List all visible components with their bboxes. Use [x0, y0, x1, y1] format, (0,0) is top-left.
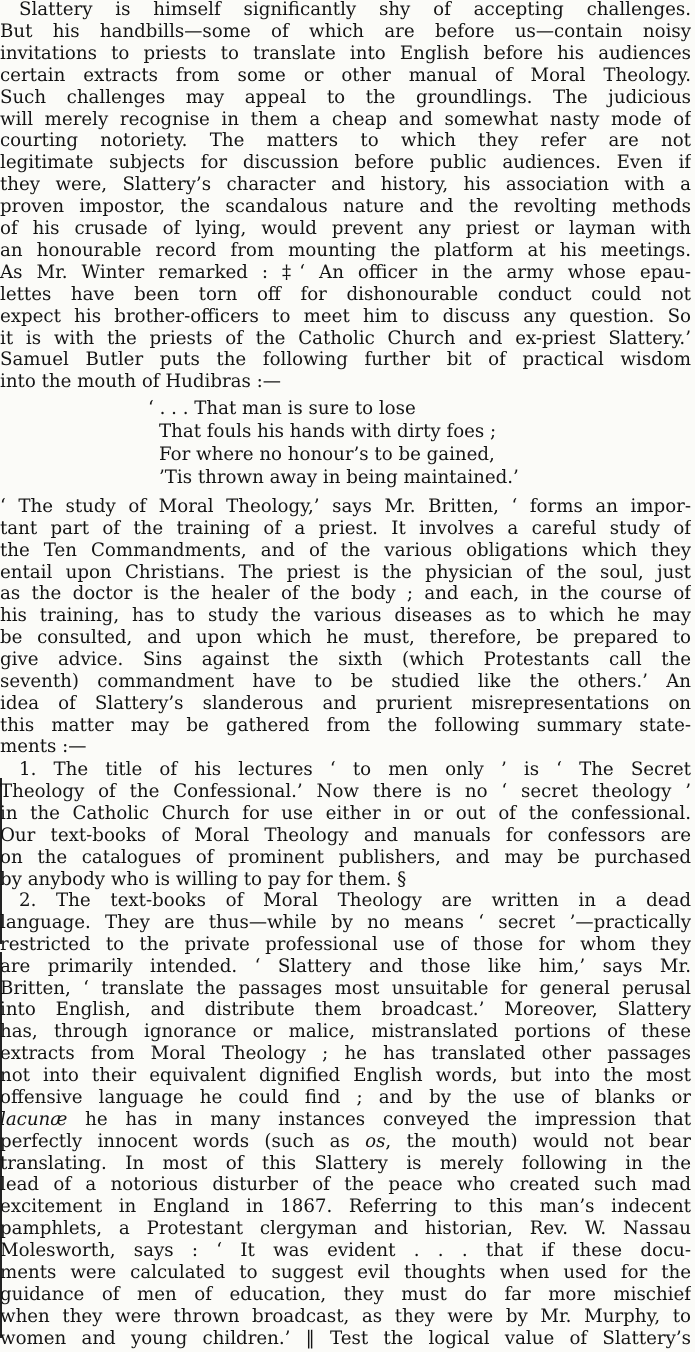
- paragraph-line: entail upon Christians. The priest is the physician of the soul, just: [0, 561, 691, 583]
- paragraph-line: into the mouth of Hudibras :—: [0, 371, 281, 393]
- paragraph-line: they were, Slattery’s character and history, his association with a: [0, 174, 691, 196]
- paragraph-line: this matter may be gathered from the following summary state-: [0, 714, 691, 736]
- list-item-line: lacunæ he has in many instances conveyed the impression that: [0, 1108, 691, 1130]
- list-item-line: excitement in England in 1867. Referring to this man’s indecent: [0, 1196, 691, 1218]
- paragraph-line: Samuel Butler puts the following further bit of practical wisdom: [0, 349, 691, 371]
- list-item-line: ments were calculated to suggest evil thoughts when used for the: [0, 1261, 691, 1283]
- paragraph-line: be consulted, and upon which he must, therefore, be prepared to: [0, 627, 691, 649]
- list-item-line: when they were thrown broadcast, as they were by Mr. Murphy, to: [0, 1305, 691, 1327]
- list-item-line: in the Catholic Church for use either in or out of the confessional.: [0, 802, 691, 824]
- list-item-line: Our text-books of Moral Theology and manuals for confessors are: [0, 824, 691, 846]
- paragraph-line: courting notoriety. The matters to which they refer are not: [0, 130, 691, 152]
- list-item-line: perfectly innocent words (such as os, the mouth) would not bear: [0, 1130, 691, 1152]
- list-item-line: offensive language he could find ; and by the use of blanks or: [0, 1086, 691, 1108]
- paragraph-line: an honourable record from mounting the platform at his meetings.: [0, 239, 691, 261]
- paragraph-line: invitations to priests to translate into English before his audiences: [0, 42, 691, 64]
- poem-line: ’Tis thrown away in being maintained.’: [159, 467, 519, 488]
- paragraph-line: Slattery is himself significantly shy of accepting challenges.: [19, 0, 691, 20]
- list-item-line: 1. The title of his lectures ‘ to men only ’ is ‘ The Secret: [19, 759, 691, 780]
- paragraph-line: idea of Slattery’s slanderous and prurient misrepresentations on: [0, 692, 691, 714]
- paragraph-line: But his handbills—some of which are before us—contain noisy: [0, 20, 691, 42]
- paragraph-line: seventh) commandment have to be studied like the others.’ An: [0, 670, 691, 692]
- list-item-line: Theology of the Confessional.’ Now there is no ‘ secret theology ’: [0, 780, 691, 802]
- paragraph-line: will merely recognise in them a cheap and somewhat nasty mode of: [0, 108, 691, 130]
- list-item-line: women and young children.’ ‖ Test the logical value of Slattery’s: [0, 1327, 691, 1349]
- poem-line: For where no honour’s to be gained,: [159, 444, 495, 465]
- poem-line: That fouls his hands with dirty foes ;: [159, 421, 497, 442]
- paragraph-line: it is with the priests of the Catholic Church and ex-priest Slattery.’: [0, 327, 691, 349]
- list-item-line: guidance of men of education, they must do far more mischief: [0, 1283, 691, 1305]
- list-item-line: on the catalogues of prominent publishers, and may be purchased: [0, 846, 691, 868]
- paragraph-line: as the doctor is the healer of the body ; and each, in the course of: [0, 583, 691, 605]
- list-item-line: language. They are thus—while by no means ‘ secret ’—practically: [0, 911, 691, 933]
- paragraph-line: legitimate subjects for discussion before public audiences. Even if: [0, 152, 691, 174]
- paragraph-line: ‘ The study of Moral Theology,’ says Mr. Britten, ‘ forms an impor-: [0, 496, 691, 517]
- poem-line: ‘ . . . That man is sure to lose: [148, 398, 416, 419]
- list-item-line: into English, and distribute them broadcast.’ Moreover, Slattery: [0, 999, 691, 1021]
- paragraph-line: expect his brother-officers to meet him to discuss any question. So: [0, 305, 691, 327]
- paragraph-line: tant part of the training of a priest. It involves a careful study of: [0, 517, 691, 539]
- list-item-line: restricted to the private professional use of those for whom they: [0, 933, 691, 955]
- paragraph-line: proven impostor, the scandalous nature and the revolting methods: [0, 196, 691, 218]
- list-item-line: Molesworth, says : ‘ It was evident . . . that if these docu-: [0, 1240, 691, 1262]
- list-item-line: Britten, ‘ translate the passages most unsuitable for general perusal: [0, 977, 691, 999]
- paragraph-line: the Ten Commandments, and of the various obligations which they: [0, 539, 691, 561]
- paragraph-line: lettes have been torn off for dishonourable conduct could not: [0, 283, 691, 305]
- list-item-line: not into their equivalent dignified English words, but into the most: [0, 1065, 691, 1087]
- list-item-line: by anybody who is willing to pay for them. §: [0, 868, 407, 890]
- paragraph-line: certain extracts from some or other manual of Moral Theology.: [0, 64, 691, 86]
- paragraph-line: ments :—: [0, 736, 87, 758]
- paragraph-line: give advice. Sins against the sixth (which Protestants call the: [0, 648, 691, 670]
- list-item-line: has, through ignorance or malice, mistranslated portions of these: [0, 1021, 691, 1043]
- list-item-line: lead of a notorious disturber of the peace who created such mad: [0, 1174, 691, 1196]
- list-item-line: are primarily intended. ‘ Slattery and those like him,’ says Mr.: [0, 955, 691, 977]
- list-item-line: 2. The text-books of Moral Theology are written in a dead: [19, 890, 691, 911]
- paragraph-line: As Mr. Winter remarked : ‡‘ An officer in the army whose epau-: [0, 261, 691, 283]
- paragraph-line: his training, has to study the various diseases as to which he may: [0, 605, 691, 627]
- list-item-line: extracts from Moral Theology ; he has translated other passages: [0, 1043, 691, 1065]
- list-item-line: pamphlets, a Protestant clergyman and historian, Rev. W. Nassau: [0, 1218, 691, 1240]
- paragraph-line: of his crusade of lying, would prevent any priest or layman with: [0, 218, 691, 239]
- paragraph-line: Such challenges may appeal to the groundlings. The judicious: [0, 86, 691, 108]
- list-item-line: translating. In most of this Slattery is merely following in the: [0, 1152, 691, 1174]
